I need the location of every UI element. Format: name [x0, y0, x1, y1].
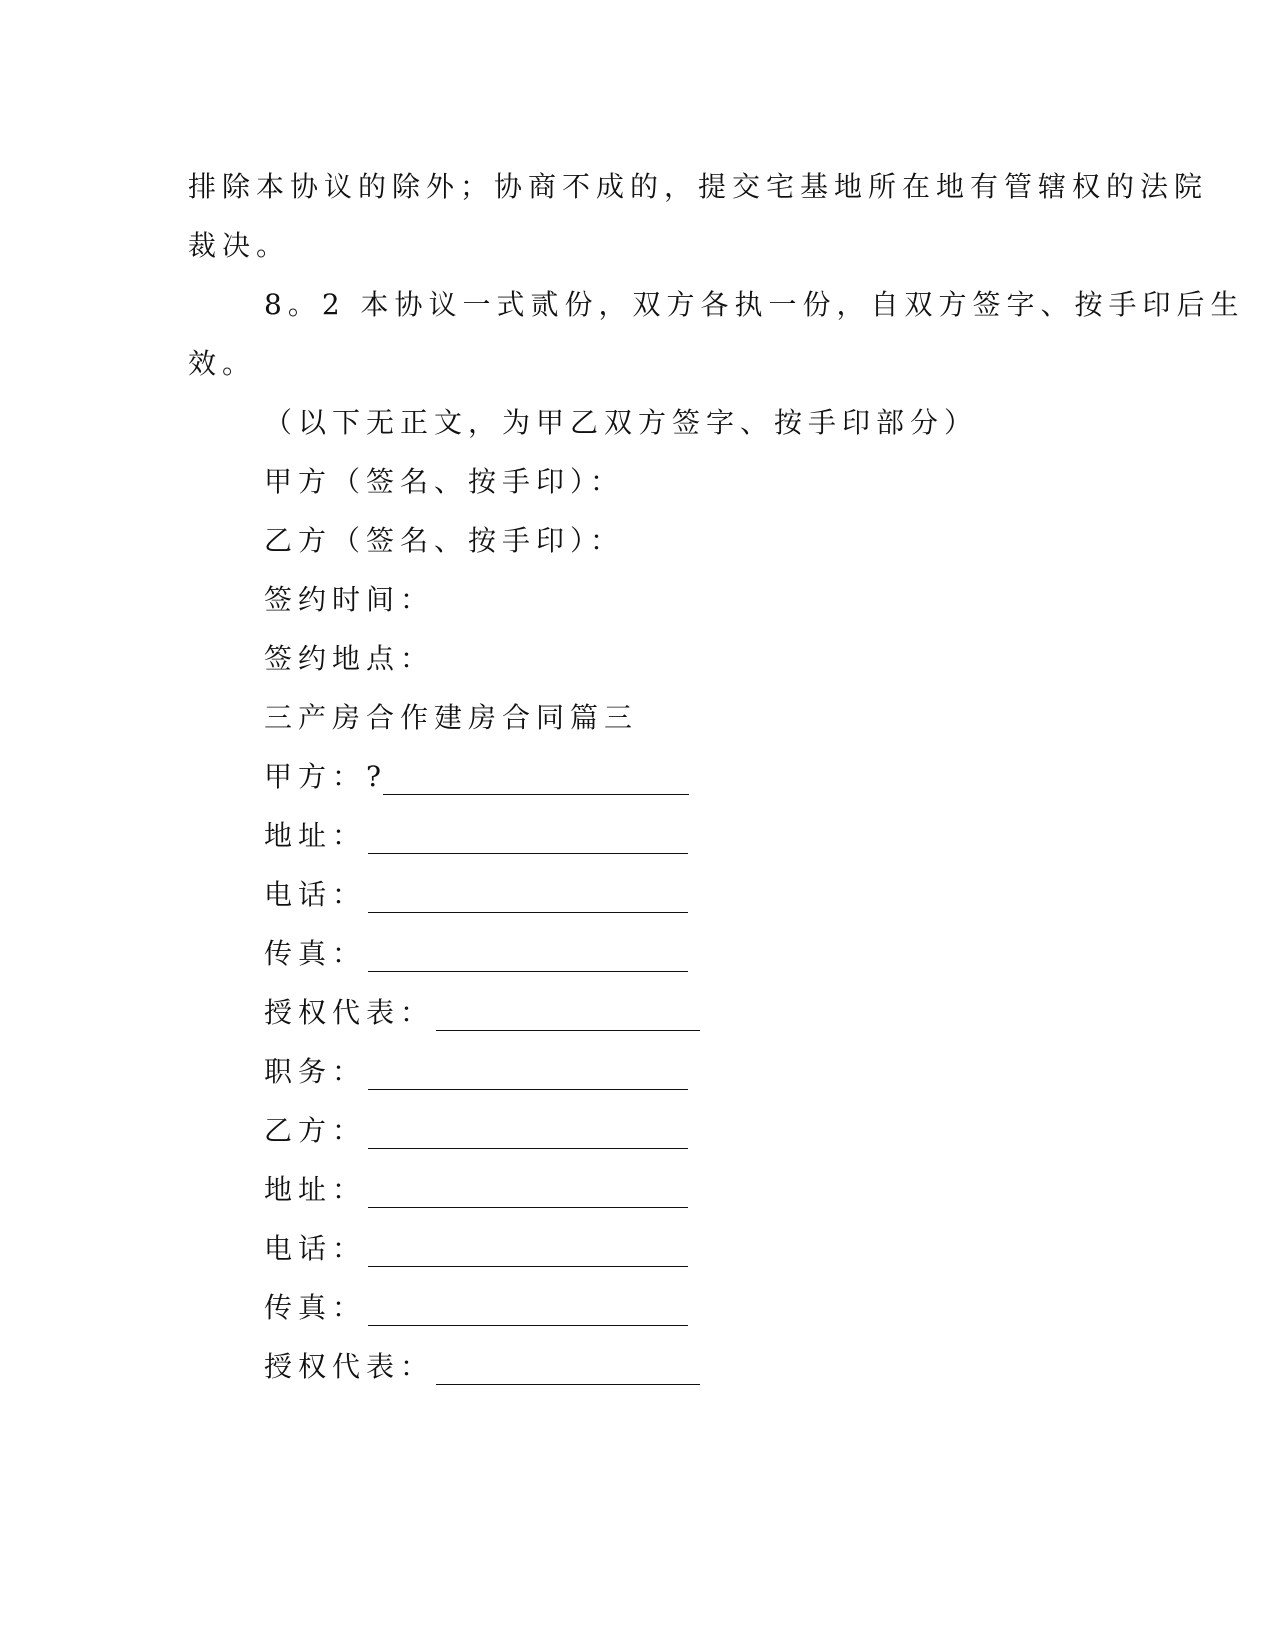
form-field-address: [264, 818, 688, 854]
form-field-party-a: [264, 759, 689, 795]
form-field-address: [264, 1172, 688, 1208]
form-field-position: [264, 1054, 688, 1090]
field-label: 传真：: [264, 937, 367, 970]
field-label: 职务：: [264, 1055, 367, 1088]
form-field-authorized-rep: [264, 1349, 700, 1385]
form-field-fax: [264, 936, 688, 972]
fill-in-blank[interactable]: [436, 1354, 700, 1385]
fill-in-blank[interactable]: [368, 1177, 688, 1208]
fill-in-blank[interactable]: [368, 823, 688, 854]
party-a-signature-label: 甲方（签名、按手印）：: [264, 465, 625, 498]
form-field-authorized-rep: [264, 995, 700, 1031]
paragraph-line: 8。2 本协议一式贰份，双方各执一份，自双方签字、按手印后生: [264, 288, 1245, 321]
party-b-signature-label: 乙方（签名、按手印）：: [264, 524, 625, 557]
form-field-phone: [264, 1231, 688, 1267]
form-field-fax: [264, 1290, 688, 1326]
field-label: 地址：: [264, 1173, 367, 1206]
sign-place-label: 签约地点：: [264, 642, 435, 675]
paragraph-line: 效。: [188, 347, 257, 380]
field-label: 电话：: [264, 878, 367, 911]
fill-in-blank[interactable]: [368, 1295, 688, 1326]
fill-in-blank[interactable]: [368, 1118, 688, 1149]
field-value: ?: [366, 760, 382, 793]
paragraph-line: 裁决。: [188, 229, 291, 262]
field-label: 传真：: [264, 1291, 367, 1324]
fill-in-blank[interactable]: [368, 882, 688, 913]
paragraph-line: 排除本协议的除外；协商不成的，提交宅基地所在地有管辖权的法院: [188, 170, 1209, 203]
fill-in-blank[interactable]: [368, 941, 688, 972]
field-label: 甲方：: [264, 760, 367, 793]
fill-in-blank[interactable]: [436, 1000, 700, 1031]
field-label: 授权代表：: [264, 1350, 435, 1383]
fill-in-blank[interactable]: [383, 764, 689, 795]
fill-in-blank[interactable]: [368, 1236, 688, 1267]
field-label: 授权代表：: [264, 996, 435, 1029]
section-title: 三产房合作建房合同篇三: [264, 701, 639, 734]
form-field-party-b: [264, 1113, 688, 1149]
field-label: 地址：: [264, 819, 367, 852]
field-label: 电话：: [264, 1232, 367, 1265]
sign-time-label: 签约时间：: [264, 583, 435, 616]
signature-note: （以下无正文，为甲乙双方签字、按手印部分）: [264, 406, 979, 439]
form-field-phone: [264, 877, 688, 913]
field-label: 乙方：: [264, 1114, 367, 1147]
fill-in-blank[interactable]: [368, 1059, 688, 1090]
